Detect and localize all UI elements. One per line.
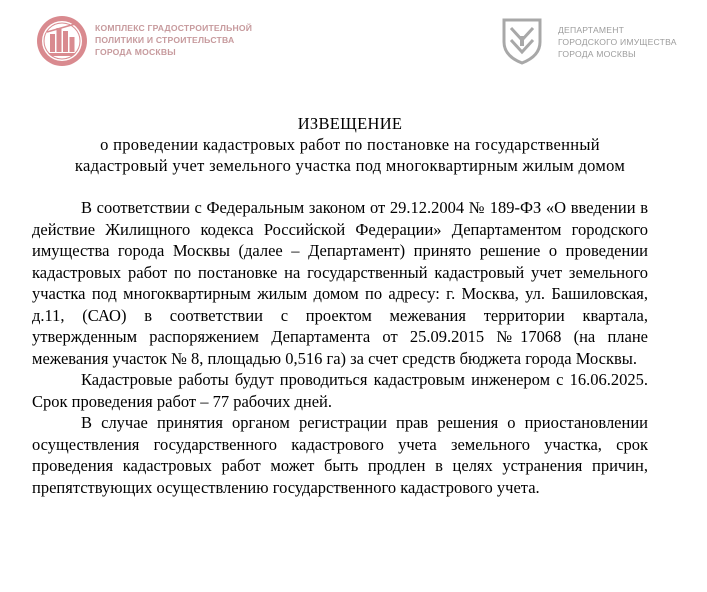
city-emblem-icon [35, 14, 89, 68]
logo-left-line: КОМПЛЕКС ГРАДОСТРОИТЕЛЬНОЙ [95, 23, 253, 33]
property-department-emblem-icon [500, 16, 544, 66]
logo-right-line: ГОРОДА МОСКВЫ [558, 49, 636, 59]
notice-paragraph: В соответствии с Федеральным законом от 29.12.2004 № 189-ФЗ «О введении в действие Жилищного кодекса Российской Федерации» Департаментом городского имущества города Москвы (далее – Департамент) принято решение о проведении кадастровых работ по постановке на государственный кадастровый учет земельного участка под многоквартирным жилым домом по адресу: г. Москва, ул. Башиловская, д.11, (САО) в соответствии с проектом межевания территории квартала, утвержденным распоряжением Департамента от 25.09.2015 №17068 (на плане межевания участок № 8, площадью 0,516 га) за счет средств бюджета города Москвы. [32, 198, 648, 368]
notice-body [32, 197, 648, 498]
notice-paragraph: Кадастровые работы будут проводиться кадастровым инженером с 16.06.2025. Срок проведения работ – 77 рабочих дней. [32, 370, 648, 411]
notice-paragraph: В случае принятия органом регистрации прав решения о приостановлении осуществления государственного кадастрового учета земельного участка, срок проведения кадастровых работ может быть продлен в целях устранения причин, препятствующих осуществлению государственного кадастрового учета. [32, 413, 648, 497]
logo-right-line: ГОРОДСКОГО ИМУЩЕСТВА [558, 37, 677, 47]
notice-subtitle-line: о проведении кадастровых работ по постановке на государственный [100, 135, 600, 154]
logo-left-line: ГОРОДА МОСКВЫ [95, 47, 176, 57]
notice-heading [30, 113, 670, 176]
logo-right-line: ДЕПАРТАМЕНТ [558, 25, 625, 35]
property-department-name [558, 24, 698, 60]
construction-complex-name [95, 22, 265, 58]
notice-title: ИЗВЕЩЕНИЕ [297, 114, 403, 133]
logo-left-line: ПОЛИТИКИ И СТРОИТЕЛЬСТВА [95, 35, 235, 45]
construction-complex-logo [35, 14, 265, 70]
property-department-logo [500, 16, 700, 68]
notice-subtitle-line: кадастровый учет земельного участка под многоквартирным жилым домом [74, 156, 626, 175]
